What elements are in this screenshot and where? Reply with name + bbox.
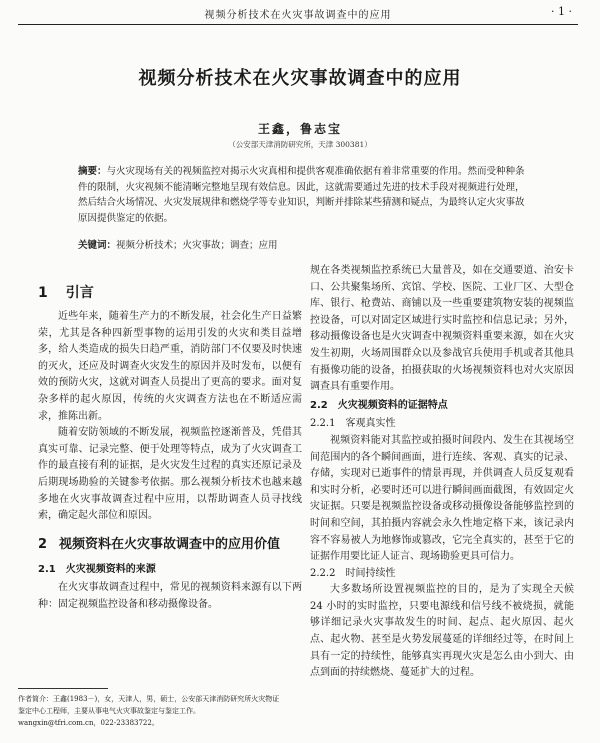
section-2-heading [38,535,302,554]
section-2-number: 2 [38,536,48,552]
abstract-text: 与火灾现场有关的视频监控对揭示火灾真相和提供客观准确依据有着非常重要的作用。然而受种种条件的限制，火灾视频不能清晰完整地呈现有效信息。因此，这就需要通过先进的技术手段对视频进行处理，然后结合火场情况、火灾发展规律和燃烧学等专业知识，判断并排除某些猜测和疑点，为最终认定火灾事故原因提供鉴定的依据。 [78,166,525,224]
paragraph-sources: 在火灾事故调查过程中，常见的视频资料来源有以下两种：固定视频监控设备和移动摄像设备。 [38,582,302,610]
paragraph-intro-1: 近些年来，随着生产力的不断发展，社会化生产日益繁荣，尤其是各种四新型事物的运用引发的火灾和类目益增多，给人类造成的损失日趋严重，消防部门不仅要及时快速的灭火，还应及时调查火灾发生的原因并及时发布，以便有效的预防火灾，这就对调查人员提出了更高的要求。面对复杂多样的起火原因，传统的火灾调查方法也在不断适应需求，推陈出新。 [38,311,302,422]
running-header [18,4,578,22]
paragraph-continuity: 大多数场所设置视频监控的目的，是为了实现全天候 24 小时的实时监控，只要电源线和信号线不被烧损，就能够详细记录火灾事故发生的时间、起点、起火原因、起火点、起火物、甚至是火势发展蔓延的详细经过等，在时间上具有一定的持续性，能够真实再现火灾是怎么由小到大、由点到面的持续燃烧、蔓延扩大的过程。 [310,584,574,679]
keywords [78,237,526,251]
subsection-2-2-2-heading: 2.2.2 时间持续性 [310,567,396,579]
section-1-heading [38,283,302,303]
subsection-2-2-1-heading: 2.2.1 客观真实性 [310,418,396,430]
running-title: 视频分析技术在火灾事故调查中的应用 [204,10,392,21]
affiliation: （公安部天津消防研究所，天津 300381） [228,140,372,149]
section-1-title: 引言 [65,285,94,301]
section-2-title: 视频资料在火灾事故调查中的应用价值 [59,536,281,552]
keywords-text: 视频分析技术；火灾事故；调查；应用 [116,240,278,251]
paper-title: 视频分析技术在火灾事故调查中的应用 [138,68,462,89]
abstract-label: 摘要： [78,166,107,177]
footnote-rule [18,688,108,689]
paragraph-intro-2: 随着安防领域的不断发展，视频监控逐渐普及，凭借其真实可靠、记录完整、便于处理等特点，成为了火灾调查工作的最直接有利的证据，是火灾发生过程的真实还原记录及后期现场勘验的关键参考依据。那么视频分析技术也越来越多地在火灾事故调查过程中应用，以帮助调查人员寻找线索，确定起火部位和原因。 [38,427,302,522]
paragraph-sources-cont: 规在各类视频监控系统已大量普及，如在交通要道、治安卡口、公共聚集场所、宾馆、学校、医院、工业厂区、大型仓库、银行、枪费站、商铺以及一些重要建筑物安装的视频监控设备，可以对固定区域进行实时监控和信息记录；另外，移动摄像设备也是火灾调查中视频资料重要来源，如在火灾发生初期，火场周围群众以及参战官兵使用手机或者其他具有摄像功能的设备，拍摄获取的火场视频资料也对火灾原因调查具有重要作用。 [310,265,574,393]
page-number: · 1 · [551,5,572,18]
paragraph-objectivity: 视频资料能对其监控或拍摄时间段内、发生在其视场空间范围内的各个瞬间画面，进行连续、客观、真实的记录、存储，实现对已逝事件的情景再现，并供调查人员反复观看和实时分析，必要时还可以进行瞬间画面截图，有效固定火灾证据。只要是视频监控设备或移动摄像设备能够监控到的时间和空间，其拍摄内容就会永久性地定格下来，该记录内容不容易被人为地修饰或篡改，它完全真实的，甚至于它的证据作用要比证人证言、现场勘验更具可信力。 [310,434,574,563]
keywords-label: 关键词： [78,240,117,251]
subsection-2-1-heading: 2.1 火灾视频资料的来源 [38,563,156,575]
right-column [310,263,574,682]
subsection-2-2-heading: 2.2 火灾视频资料的证据特点 [310,399,448,411]
left-column [38,283,302,614]
authors: 王鑫，鲁志宝 [257,122,342,136]
footnote: 作者简介：王鑫(1983－)，女，天津人，男，硕士，公安部天津消防研究所火灾物证鉴定中心工程师，主要从事电气火灾事故鉴定与鉴定工作。wangxin@tfri.com.cn，022-23383722。 [18,695,280,727]
abstract [78,164,526,226]
header-rule [18,24,578,25]
section-1-number: 1 [38,285,48,301]
